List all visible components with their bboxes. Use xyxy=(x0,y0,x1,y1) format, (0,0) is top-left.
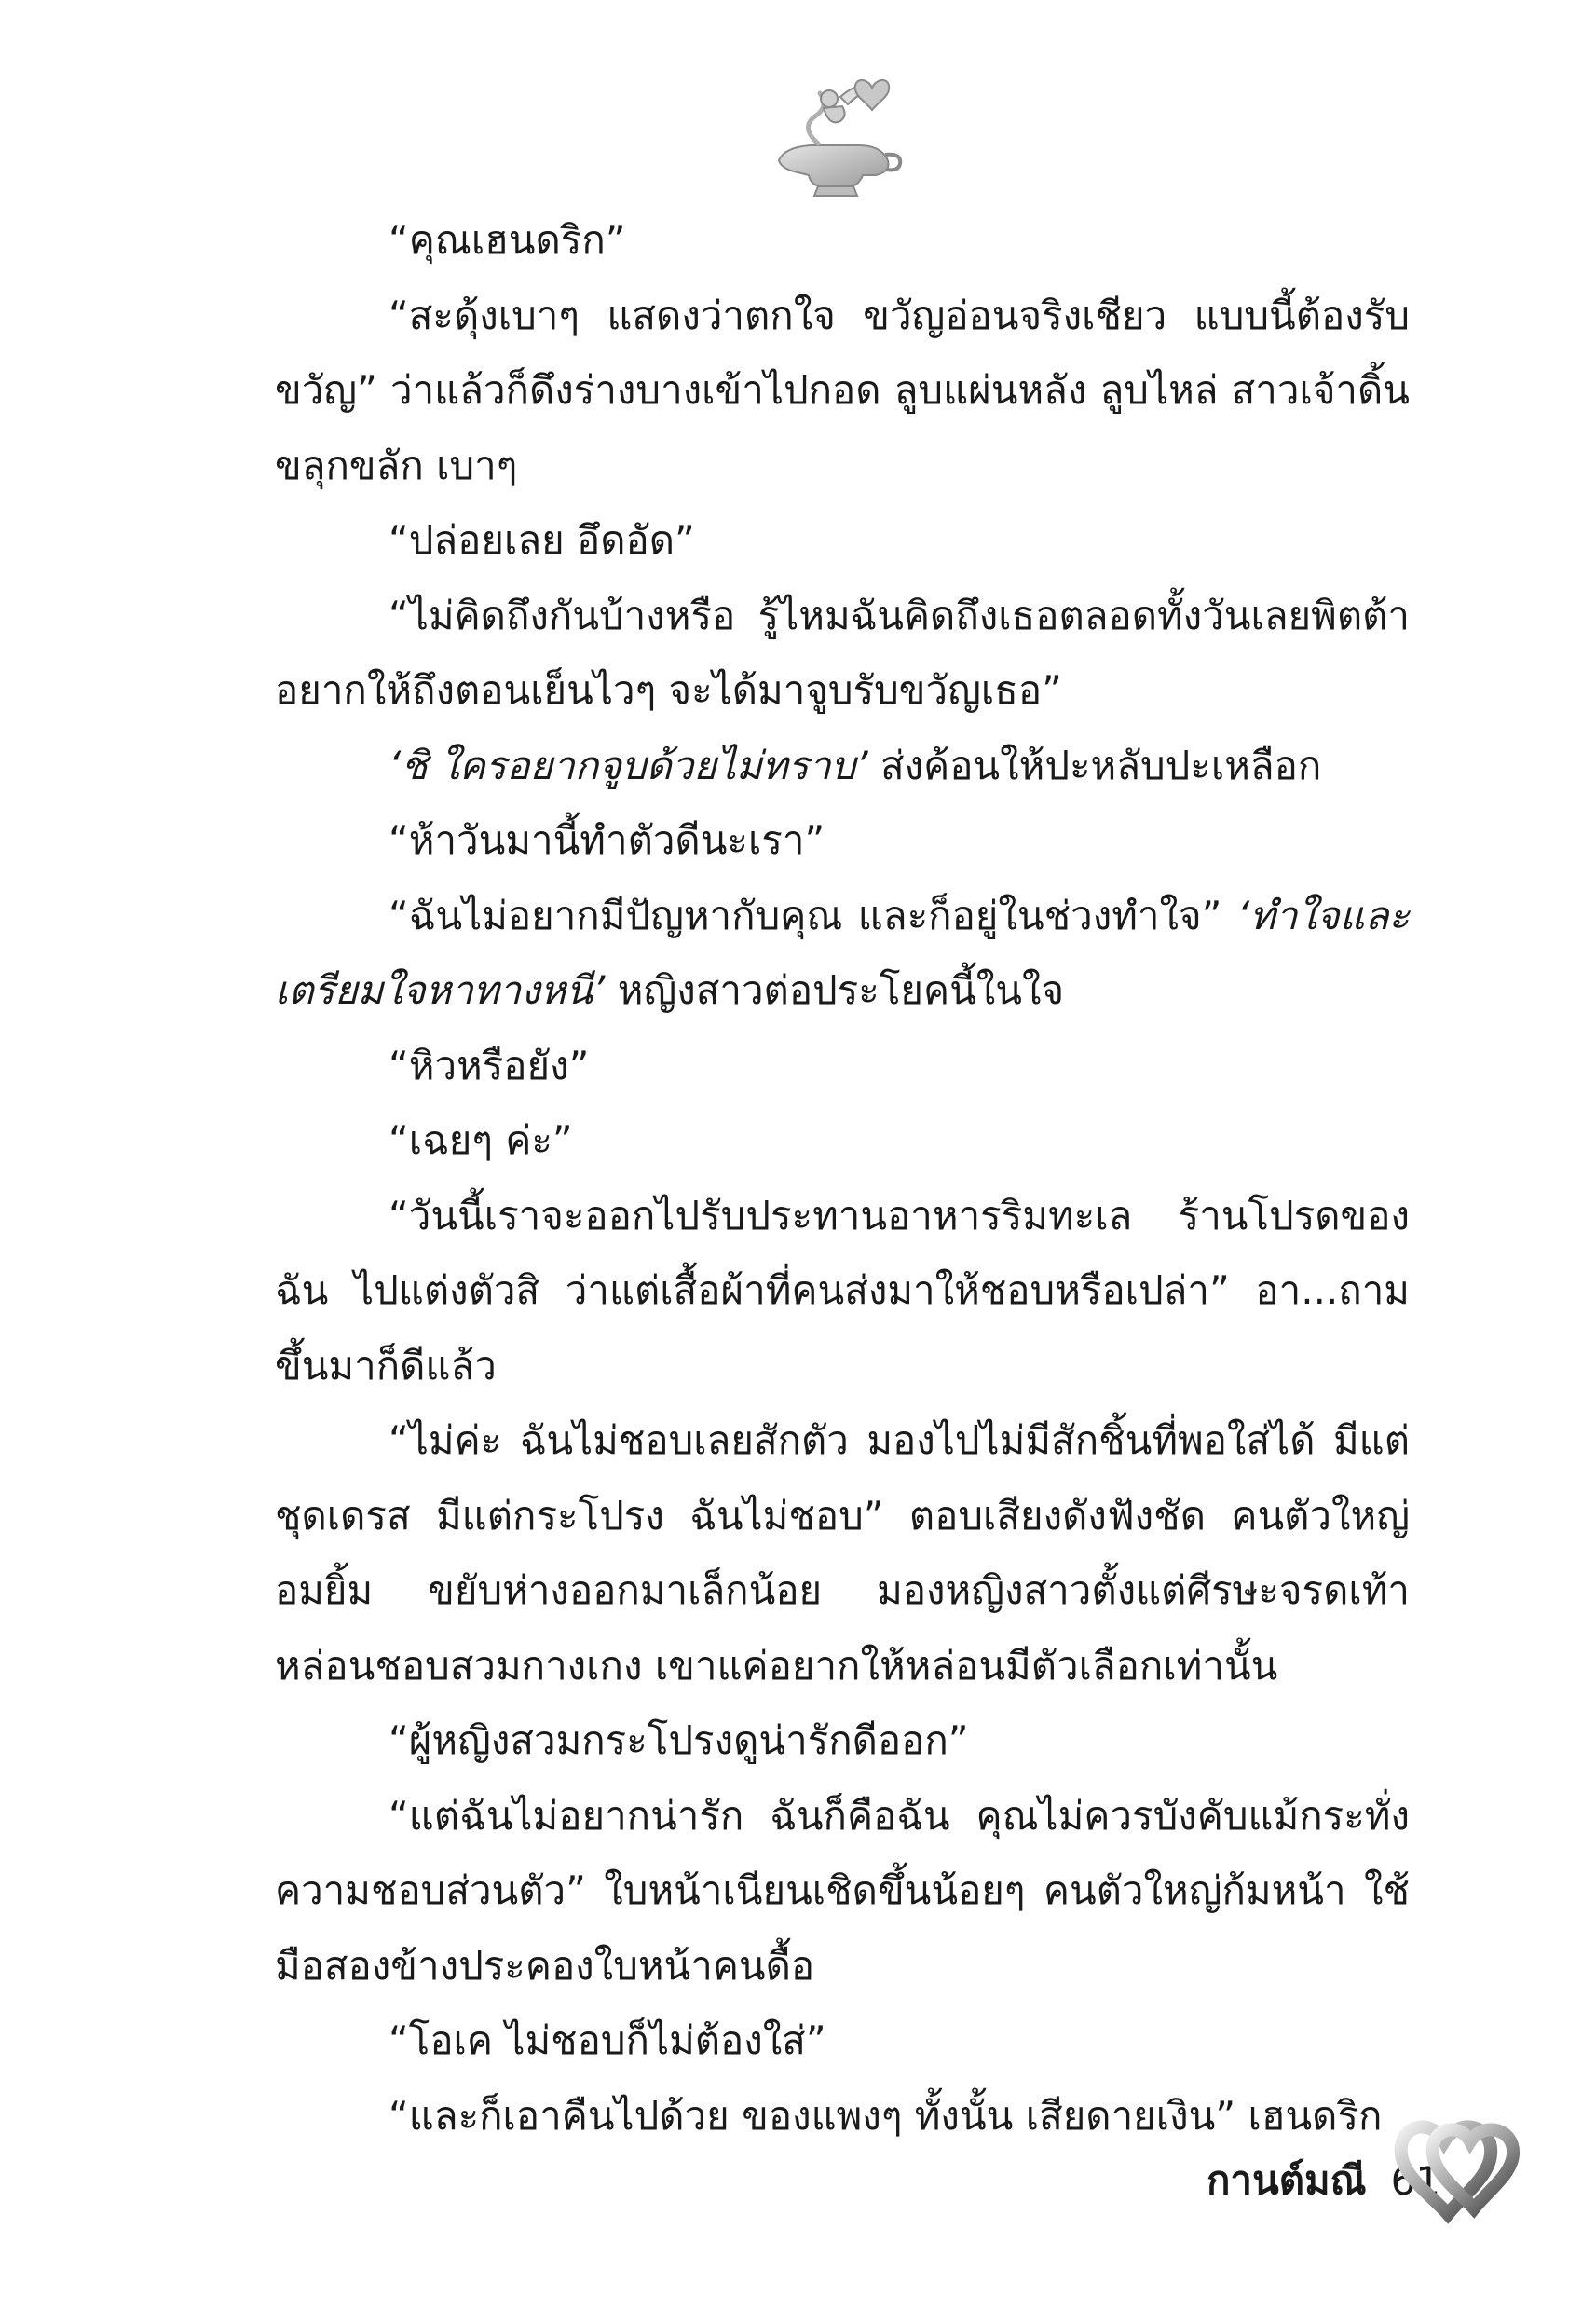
page-number: 61 xyxy=(1390,2157,1441,2204)
paragraph xyxy=(275,503,1410,579)
paragraph-text: “โอเค ไม่ชอบก็ไม่ต้องใส่” xyxy=(389,2017,826,2063)
paragraph-text: “คุณเฮนดริก” xyxy=(389,217,626,263)
paragraph-text: “เฉยๆ ค่ะ” xyxy=(389,1117,573,1163)
paragraph xyxy=(275,579,1410,729)
paragraph xyxy=(275,2003,1410,2079)
paragraph xyxy=(275,1029,1410,1104)
paragraph xyxy=(275,203,1410,279)
paragraph-text: “วันนี้เราจะออกไปรับประทานอาหารริมทะเล ร้านโปรดของฉัน ไปแต่งตัวสิ ว่าแต่เสื้อผ้าที่คนส่งมาให้ชอบหรือเปล่า” อา...ถามขึ้นมาก็ดีแล้ว xyxy=(275,1192,1410,1388)
paragraph-text: “ไม่คิดถึงกันบ้างหรือ รู้ไหมฉันคิดถึงเธอตลอดทั้งวันเลยพิตต้า อยากให้ถึงตอนเย็นไวๆ จะได้มาจูบรับขวัญเธอ” xyxy=(275,592,1410,713)
inner-thought-text: ‘ทำใจและเตรียมใจหาทางหนี’ xyxy=(275,892,1410,1013)
paragraph xyxy=(275,879,1410,1029)
paragraph-text: “แต่ฉันไม่อยากน่ารัก ฉันก็คือฉัน คุณไม่ควรบังคับแม้กระทั่งความชอบส่วนตัว” ใบหน้าเนียนเชิดขึ้นน้อยๆ คนตัวใหญ่ก้มหน้า ใช้มือสองข้างประคองใบหน้าคนดื้อ xyxy=(275,1792,1410,1989)
paragraph-text: “ห้าวันมานี้ทำตัวดีนะเรา” xyxy=(389,817,825,863)
paragraph xyxy=(275,1403,1410,1703)
body-text xyxy=(275,203,1410,2154)
paragraph-text: “ไม่ค่ะ ฉันไม่ชอบเลยสักตัว มองไปไม่มีสักชิ้นที่พอใส่ได้ มีแต่ชุดเดรส มีแต่กระโปรง ฉันไม่ชอบ” ตอบเสียงดังฟังชัด คนตัวใหญ่อมยิ้ม ขยับห่างออกมาเล็กน้อย มองหญิงสาวตั้งแต่ศีรษะจรดเท้า หล่อนชอบสวมกางเกง เขาแค่อยากให้หล่อนมีตัวเลือกเท่านั้น xyxy=(275,1417,1410,1689)
paragraph xyxy=(275,1103,1410,1179)
cupid-lamp-ornament-icon xyxy=(762,56,911,205)
paragraph xyxy=(275,1703,1410,1779)
paragraph xyxy=(275,729,1410,804)
paragraph xyxy=(275,1779,1410,2004)
paragraph xyxy=(275,803,1410,879)
interlocked-hearts-icon xyxy=(1388,2097,1528,2236)
paragraph xyxy=(275,279,1410,504)
paragraph-text: “ผู้หญิงสวมกระโปรงดูน่ารักดีออก” xyxy=(389,1717,969,1763)
paragraph-text: “สะดุ้งเบาๆ แสดงว่าตกใจ ขวัญอ่อนจริงเชียว แบบนี้ต้องรับขวัญ” ว่าแล้วก็ดึงร่างบางเข้าไปกอด ลูบแผ่นหลัง ลูบไหล่ สาวเจ้าดิ้นขลุกขลัก เบาๆ xyxy=(275,292,1410,488)
book-title: กานต์มณี xyxy=(1207,2157,1367,2203)
paragraph-text: “ฉันไม่อยากมีปัญหากับคุณ และก็อยู่ในช่วงทำใจ” xyxy=(389,892,1237,938)
paragraph-text: หญิงสาวต่อประโยคนี้ในใจ xyxy=(605,967,1065,1013)
paragraph-text: ส่งค้อนให้ปะหลับปะเหลือก xyxy=(867,742,1322,788)
paragraph-text: “ปล่อยเลย อึดอัด” xyxy=(389,517,695,563)
paragraph xyxy=(275,1179,1410,1404)
inner-thought-text: ‘ชิ ใครอยากจูบด้วยไม่ทราบ’ xyxy=(389,742,868,788)
paragraph-text: “และก็เอาคืนไปด้วย ของแพงๆ ทั้งนั้น เสียดายเงิน” เฮนดริก xyxy=(389,2092,1383,2139)
paragraph-text: “หิวหรือยัง” xyxy=(389,1042,590,1088)
